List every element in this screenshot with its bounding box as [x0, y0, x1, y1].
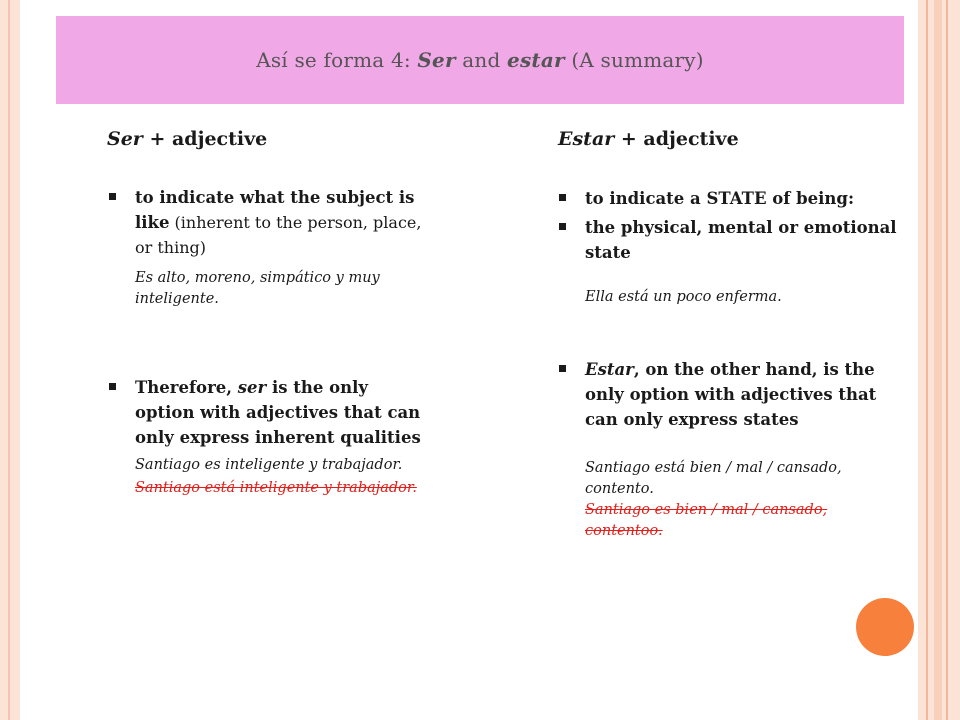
ser-heading: Ser + adjective	[107, 128, 268, 150]
slide-title: Así se forma 4: Ser and estar (A summary)	[256, 48, 704, 72]
ser-bullet-1: to indicate what the subject is like (inherent to the person, place, or thing)	[107, 185, 427, 260]
estar-heading: Estar + adjective	[558, 128, 739, 150]
ser-example-2: Santiago es inteligente y trabajador.	[135, 457, 403, 473]
estar-column	[557, 186, 897, 542]
right-decorative-rail	[918, 0, 960, 720]
estar-bullet-1: to indicate a STATE of being:	[557, 186, 897, 211]
estar-bullet-3: Estar, on the other hand, is the only option with adjectives that can only express states	[557, 357, 897, 432]
ser-example-2-wrong: Santiago está inteligente y trabajador.	[135, 480, 417, 496]
left-decorative-rail	[0, 0, 20, 720]
decorative-orange-dot	[856, 598, 914, 656]
ser-column	[107, 185, 427, 499]
title-banner	[56, 16, 904, 104]
ser-example-1: Es alto, moreno, simpático y muy inteligente.	[135, 270, 380, 307]
estar-bullet-2: the physical, mental or emotional state	[557, 215, 897, 265]
estar-example-2: Santiago está bien / mal / cansado, contento.	[585, 460, 842, 497]
estar-example-2-wrong: Santiago es bien / mal / cansado, contentoo.	[585, 502, 828, 539]
ser-bullet-2: Therefore, ser is the only option with adjectives that can only express inherent qualities	[107, 375, 427, 450]
estar-example-1: Ella está un poco enferma.	[585, 289, 782, 305]
